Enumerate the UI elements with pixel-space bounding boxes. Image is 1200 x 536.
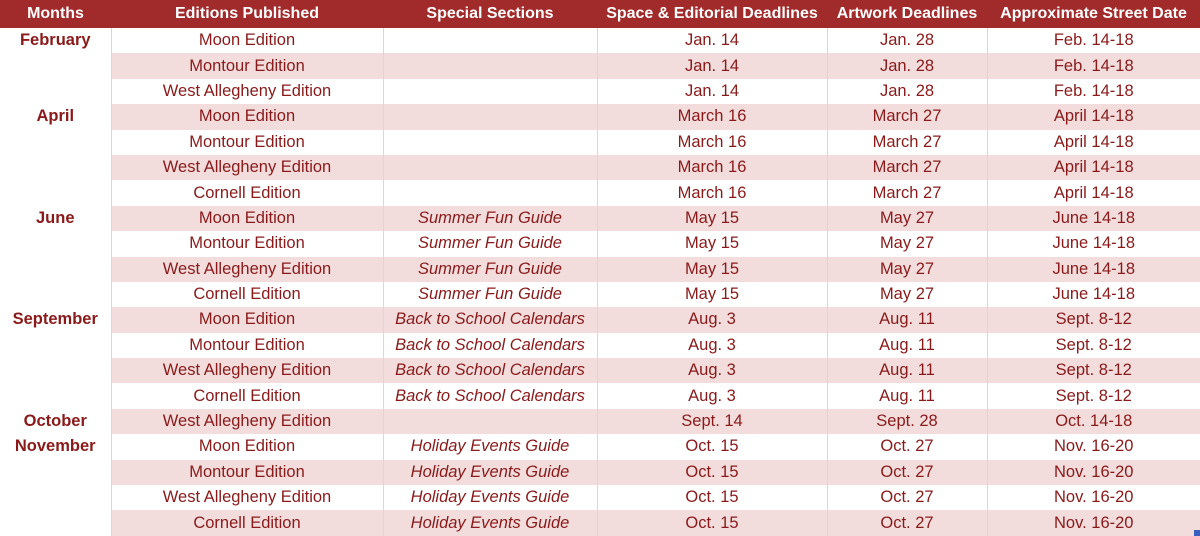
table-row (0, 231, 1200, 256)
space-deadline-cell[interactable]: Jan. 14 (597, 53, 827, 78)
space-deadline-cell[interactable]: May 15 (597, 231, 827, 256)
edition-cell[interactable]: West Allegheny Edition (111, 155, 383, 180)
space-deadline-cell[interactable]: March 16 (597, 130, 827, 155)
month-cell[interactable] (0, 257, 111, 282)
edition-cell[interactable]: Cornell Edition (111, 282, 383, 307)
street-date-cell[interactable]: April 14-18 (987, 180, 1200, 205)
street-date-cell[interactable]: June 14-18 (987, 231, 1200, 256)
street-date-cell[interactable]: Nov. 16-20 (987, 485, 1200, 510)
month-cell[interactable]: October (0, 409, 111, 434)
edition-cell[interactable]: West Allegheny Edition (111, 257, 383, 282)
month-cell[interactable] (0, 130, 111, 155)
table-row (0, 358, 1200, 383)
special-section-cell[interactable] (383, 53, 597, 78)
artwork-deadline-cell[interactable]: Aug. 11 (827, 307, 987, 332)
special-section-cell[interactable]: Holiday Events Guide (383, 460, 597, 485)
header-editions: Editions Published (174, 5, 319, 22)
table-row (0, 104, 1200, 129)
table-row (0, 383, 1200, 408)
month-cell[interactable] (0, 510, 111, 535)
table-row (0, 206, 1200, 231)
special-section-cell[interactable]: Back to School Calendars (383, 383, 597, 408)
street-date-cell[interactable]: Nov. 16-20 (987, 434, 1200, 459)
special-section-cell[interactable] (383, 28, 597, 53)
space-deadline-cell[interactable]: Sept. 14 (597, 409, 827, 434)
edition-cell[interactable]: Moon Edition (111, 434, 383, 459)
street-date-cell[interactable]: Feb. 14-18 (987, 53, 1200, 78)
artwork-deadline-cell[interactable]: May 27 (827, 206, 987, 231)
table-row (0, 155, 1200, 180)
special-section-cell[interactable] (383, 130, 597, 155)
artwork-deadline-cell[interactable]: Jan. 28 (827, 28, 987, 53)
street-date-cell[interactable]: Oct. 14-18 (987, 409, 1200, 434)
special-section-cell[interactable]: Holiday Events Guide (383, 485, 597, 510)
special-section-cell[interactable]: Summer Fun Guide (383, 206, 597, 231)
space-deadline-cell[interactable]: Oct. 15 (597, 434, 827, 459)
space-deadline-cell[interactable]: May 15 (597, 257, 827, 282)
month-cell[interactable] (0, 485, 111, 510)
edition-cell[interactable]: Moon Edition (111, 28, 383, 53)
artwork-deadline-cell[interactable]: Aug. 11 (827, 333, 987, 358)
street-date-cell[interactable]: June 14-18 (987, 282, 1200, 307)
space-deadline-cell[interactable]: Oct. 15 (597, 510, 827, 535)
table-row (0, 79, 1200, 104)
space-deadline-cell[interactable]: March 16 (597, 155, 827, 180)
street-date-cell[interactable]: April 14-18 (987, 155, 1200, 180)
space-deadline-cell[interactable]: May 15 (597, 282, 827, 307)
space-deadline-cell[interactable]: Oct. 15 (597, 460, 827, 485)
edition-cell[interactable]: Moon Edition (111, 307, 383, 332)
space-deadline-cell[interactable]: Aug. 3 (597, 358, 827, 383)
month-cell[interactable] (0, 155, 111, 180)
artwork-deadline-cell[interactable]: Aug. 11 (827, 358, 987, 383)
special-section-cell[interactable]: Summer Fun Guide (383, 257, 597, 282)
header-artwork-deadlines: Artwork Deadlines (836, 5, 978, 22)
artwork-deadline-cell[interactable]: May 27 (827, 231, 987, 256)
space-deadline-cell[interactable]: Jan. 14 (597, 28, 827, 53)
table-row (0, 460, 1200, 485)
table-row (0, 485, 1200, 510)
table-row (0, 180, 1200, 205)
special-section-cell[interactable]: Back to School Calendars (383, 358, 597, 383)
edition-cell[interactable]: Montour Edition (111, 460, 383, 485)
space-deadline-cell[interactable]: Jan. 14 (597, 79, 827, 104)
street-date-cell[interactable]: Feb. 14-18 (987, 28, 1200, 53)
street-date-cell[interactable]: Nov. 16-20 (987, 460, 1200, 485)
special-section-cell[interactable]: Back to School Calendars (383, 333, 597, 358)
edition-cell[interactable]: Montour Edition (111, 333, 383, 358)
artwork-deadline-cell[interactable]: Oct. 27 (827, 434, 987, 459)
street-date-cell[interactable]: Sept. 8-12 (987, 358, 1200, 383)
table-row (0, 409, 1200, 434)
table-row (0, 307, 1200, 332)
street-date-cell[interactable]: April 14-18 (987, 130, 1200, 155)
table-row (0, 130, 1200, 155)
street-date-cell[interactable]: Sept. 8-12 (987, 333, 1200, 358)
street-date-cell[interactable]: Sept. 8-12 (987, 383, 1200, 408)
month-cell[interactable]: February (0, 28, 111, 53)
artwork-deadline-cell[interactable]: Jan. 28 (827, 79, 987, 104)
month-cell[interactable] (0, 53, 111, 78)
table-row (0, 53, 1200, 78)
table-row (0, 28, 1200, 53)
artwork-deadline-cell[interactable]: Aug. 11 (827, 383, 987, 408)
edition-cell[interactable]: Moon Edition (111, 104, 383, 129)
table-row (0, 434, 1200, 459)
edition-cell[interactable]: Montour Edition (111, 231, 383, 256)
artwork-deadline-cell[interactable]: March 27 (827, 180, 987, 205)
space-deadline-cell[interactable]: Aug. 3 (597, 333, 827, 358)
edition-cell[interactable]: Montour Edition (111, 130, 383, 155)
artwork-deadline-cell[interactable]: March 27 (827, 155, 987, 180)
special-section-cell[interactable]: Back to School Calendars (383, 307, 597, 332)
edition-cell[interactable]: West Allegheny Edition (111, 485, 383, 510)
header-street-date: Approximate Street Date (1000, 5, 1187, 22)
edition-cell[interactable]: Cornell Edition (111, 383, 383, 408)
street-date-cell[interactable]: Sept. 8-12 (987, 307, 1200, 332)
edition-cell[interactable]: West Allegheny Edition (111, 79, 383, 104)
special-section-cell[interactable]: Summer Fun Guide (383, 282, 597, 307)
table-header (0, 0, 1200, 28)
month-cell[interactable]: April (0, 104, 111, 129)
street-date-cell[interactable]: Nov. 16-20 (987, 510, 1200, 535)
month-cell[interactable] (0, 180, 111, 205)
special-section-cell[interactable]: Summer Fun Guide (383, 231, 597, 256)
space-deadline-cell[interactable]: March 16 (597, 104, 827, 129)
artwork-deadline-cell[interactable]: March 27 (827, 130, 987, 155)
artwork-deadline-cell[interactable]: May 27 (827, 257, 987, 282)
artwork-deadline-cell[interactable]: Sept. 28 (827, 409, 987, 434)
table-row (0, 333, 1200, 358)
header-months: Months (27, 5, 84, 22)
header-space-deadlines: Space & Editorial Deadlines (606, 5, 818, 22)
table-row (0, 257, 1200, 282)
artwork-deadline-cell[interactable]: Oct. 27 (827, 485, 987, 510)
table-body (0, 28, 1200, 536)
street-date-cell[interactable]: June 14-18 (987, 206, 1200, 231)
edition-cell[interactable]: Moon Edition (111, 206, 383, 231)
selection-handle-icon[interactable] (1194, 530, 1200, 536)
month-cell[interactable] (0, 460, 111, 485)
street-date-cell[interactable]: April 14-18 (987, 104, 1200, 129)
month-cell[interactable]: June (0, 206, 111, 231)
header-special-sections: Special Sections (426, 5, 554, 22)
special-section-cell[interactable]: Holiday Events Guide (383, 434, 597, 459)
special-section-cell[interactable] (383, 409, 597, 434)
edition-cell[interactable]: West Allegheny Edition (111, 409, 383, 434)
special-section-cell[interactable] (383, 155, 597, 180)
month-cell[interactable] (0, 358, 111, 383)
space-deadline-cell[interactable]: Oct. 15 (597, 485, 827, 510)
street-date-cell[interactable]: June 14-18 (987, 257, 1200, 282)
edition-cell[interactable]: Cornell Edition (111, 180, 383, 205)
header-row (0, 0, 1200, 28)
edition-cell[interactable]: West Allegheny Edition (111, 358, 383, 383)
special-section-cell[interactable]: Holiday Events Guide (383, 510, 597, 535)
edition-cell[interactable]: Montour Edition (111, 53, 383, 78)
month-cell[interactable] (0, 383, 111, 408)
edition-cell[interactable]: Cornell Edition (111, 510, 383, 535)
artwork-deadline-cell[interactable]: March 27 (827, 104, 987, 129)
special-section-cell[interactable] (383, 79, 597, 104)
street-date-cell[interactable]: Feb. 14-18 (987, 79, 1200, 104)
space-deadline-cell[interactable]: Aug. 3 (597, 383, 827, 408)
artwork-deadline-cell[interactable]: May 27 (827, 282, 987, 307)
space-deadline-cell[interactable]: Aug. 3 (597, 307, 827, 332)
month-cell[interactable] (0, 282, 111, 307)
month-cell[interactable] (0, 333, 111, 358)
month-cell[interactable] (0, 231, 111, 256)
space-deadline-cell[interactable]: March 16 (597, 180, 827, 205)
table-row (0, 510, 1200, 535)
month-cell[interactable]: November (0, 434, 111, 459)
special-section-cell[interactable] (383, 104, 597, 129)
artwork-deadline-cell[interactable]: Jan. 28 (827, 53, 987, 78)
month-cell[interactable]: September (0, 307, 111, 332)
artwork-deadline-cell[interactable]: Oct. 27 (827, 510, 987, 535)
month-cell[interactable] (0, 79, 111, 104)
special-section-cell[interactable] (383, 180, 597, 205)
space-deadline-cell[interactable]: May 15 (597, 206, 827, 231)
artwork-deadline-cell[interactable]: Oct. 27 (827, 460, 987, 485)
table-row (0, 282, 1200, 307)
